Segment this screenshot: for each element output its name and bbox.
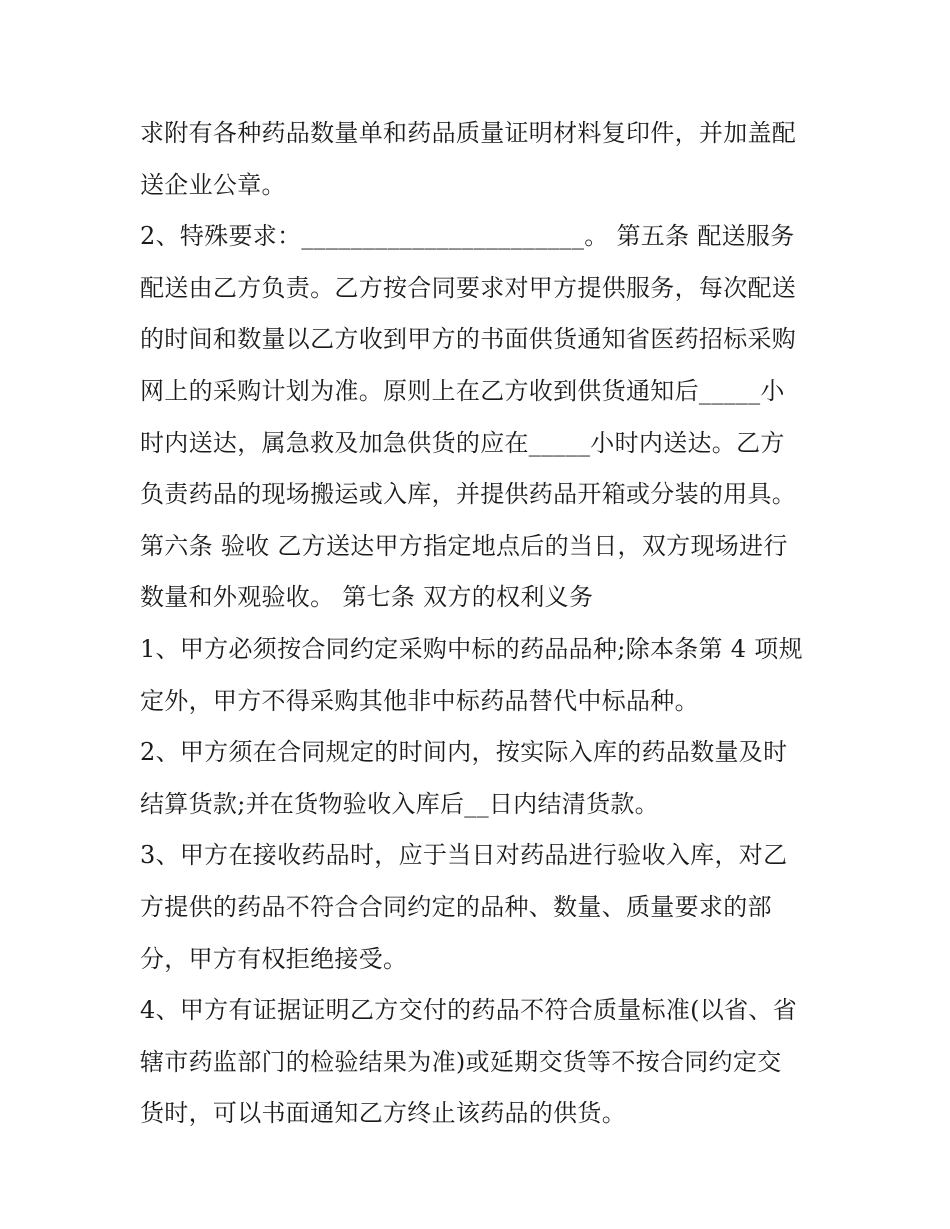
- text-line: 送企业公章。: [140, 170, 286, 199]
- text-line: 的时间和数量以乙方收到甲方的书面供货通知省医药招标采购: [140, 325, 797, 354]
- document-body: [140, 108, 820, 1140]
- text-line: 1、甲方必须按合同约定采购中标的药品品种;除本条第 4 项规: [140, 634, 803, 663]
- text-line: 分，甲方有权拒绝接受。: [140, 944, 408, 973]
- text-line: 2、甲方须在合同规定的时间内，按实际入库的药品数量及时: [140, 738, 788, 767]
- text-line: 方提供的药品不符合合同约定的品种、数量、质量要求的部: [140, 892, 772, 921]
- text-line: 负责药品的现场搬运或入库，并提供药品开箱或分装的用具。: [140, 480, 797, 509]
- text-line: 2、特殊要求：_______________________。 第五条 配送服务: [140, 222, 795, 251]
- text-line: 4、甲方有证据证明乙方交付的药品不符合质量标准(以省、省: [140, 996, 798, 1025]
- text-line: 网上的采购计划为准。原则上在乙方收到供货通知后_____小: [140, 376, 785, 405]
- text-line: 货时，可以书面通知乙方终止该药品的供货。: [140, 1099, 626, 1128]
- text-line: 数量和外观验收。 第七条 双方的权利义务: [140, 583, 594, 612]
- text-line: 第六条 验收 乙方送达甲方指定地点后的当日，双方现场进行: [140, 531, 788, 560]
- text-line: 时内送达，属急救及加急供货的应在_____小时内送达。乙方: [140, 428, 785, 457]
- text-line: 3、甲方在接收药品时，应于当日对药品进行验收入库，对乙: [140, 841, 788, 870]
- text-line: 定外，甲方不得采购其他非中标药品替代中标品种。: [140, 686, 699, 715]
- text-line: 辖市药监部门的检验结果为准)或延期交货等不按合同约定交: [140, 1047, 782, 1076]
- text-line: 求附有各种药品数量单和药品质量证明材料复印件，并加盖配: [140, 119, 797, 147]
- text-line: 配送由乙方负责。乙方按合同要求对甲方提供服务，每次配送: [140, 273, 797, 302]
- text-line: 结算货款;并在货物验收入库后__日内结清货款。: [140, 789, 659, 818]
